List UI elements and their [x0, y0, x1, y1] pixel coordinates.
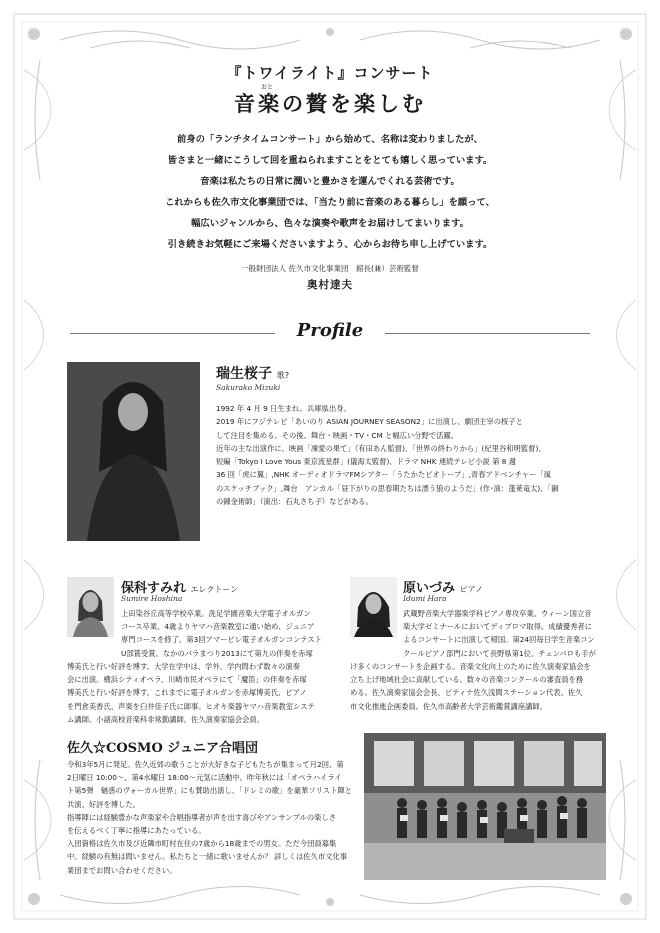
performer-role: ピアノ [459, 585, 483, 594]
bio-line: クールピアノ部門において長野県第1位。チェンバロも手が [403, 648, 596, 658]
bio-line: ト第5弾 魅惑のヴォーカル世界」にも賛助出演し、「ドレミの歌」を豪華ソリスト陣と [67, 786, 352, 796]
bio-line: 業団までお問い合わせください。 [67, 865, 177, 875]
group-photo-placeholder-icon [364, 733, 606, 880]
performer-bio [216, 402, 559, 508]
performer-name-english: Sakurako Mizuki [216, 383, 281, 392]
bio-line: 2日曜日 10:00～、第4水曜日 18:00～元気に活動中。昨年秋には「オペラハイライ [67, 773, 342, 783]
intro-line: 皆さまと一緒にこうして回を重ねられますことをとても嬉しく思っています。 [167, 155, 493, 166]
performer-name [216, 363, 289, 383]
intro-line: 音楽は私たちの日常に潤いと豊かさを運んでくれる芸術です。 [200, 176, 460, 187]
bio-line: U部賞受賞。なかのバラまつり2013にて第九の伴奏を赤塚 [121, 648, 313, 658]
intro-line: 幅広いジャンルから、色々な演奏や歌声をお届けしてまいります。 [191, 218, 469, 229]
bio-line: 共演、好評を博した。 [67, 799, 140, 809]
bio-line: 36 回「虎に翼」,NHK オーディオドラマFMシアター「うたかたピオトープ」,青春アドベンチャー「風 [216, 470, 551, 480]
bio-line: ム講師。小諸高校音楽科非常勤講師。佐久演奏家協会会員。 [67, 714, 265, 724]
portrait-placeholder-icon [67, 362, 200, 541]
bio-line: 短編「Tokyo I Love Yous 東京流星群」(儀海太監督)、ドラマ NHK 連続テレビ小説 第 8 週 [216, 457, 516, 467]
bio-line: 近年の主な出演作に、映画「凜愛の果て」（有田あん監督)、「世界の終わりから」(紀里谷和明監督)、 [216, 443, 546, 453]
concert-title: 『トワイライト』コンサート [226, 64, 434, 82]
bio-line: 博美氏と行い好評を博す。大学在学中は、学外、学内問わず数々の演奏 [67, 662, 300, 671]
bio-line: 上田染谷丘高等学校卒業。洗足学園音楽大学電子オルガン [121, 609, 311, 618]
performer-photo-sakurako [67, 362, 200, 541]
bio-line: よるコンサートに出演して帰国。第24回毎日学生音楽コン [403, 635, 595, 645]
bio-line: 博美氏と行い好評を博す。これまでに電子オルガンを赤塚博美氏、ピアノ [67, 688, 307, 698]
bio-line: 市文化推進企画委員。佐久市高齢者大学芸術鑑賞講座講師。 [350, 701, 548, 711]
performer-bio-continued [67, 660, 315, 726]
performer-photo-sumire [67, 577, 114, 637]
intro-message [60, 129, 600, 255]
performer-bio-continued [350, 660, 591, 713]
bio-line: 指導陣には経験豊かな声楽家や合唱指導者が声を出す喜びやアンサンブルの楽しさ [67, 812, 337, 822]
bio-line: コース卒業。4歳よりヤマハ音楽教室に通い始め、ジュニア [121, 622, 315, 632]
bio-line: 2019 年にフジテレビ「あいのり ASIAN JOURNEY SEASON2」に出演し、劇団主宰の桜子と [216, 417, 523, 427]
performer-name-english: Sumire Hoshina [121, 594, 183, 603]
performer-bio [403, 607, 596, 660]
performer-name-english: Idumi Hara [403, 594, 447, 603]
bio-line: 立ち上げ地域社会に貢献している。数々の音楽コンクールの審査員を務 [350, 675, 584, 685]
bio-line: して注目を集める。その後、舞台・映画・TV・CM と幅広い分野で活躍。 [216, 430, 459, 440]
choir-bio [67, 758, 352, 877]
bio-line: める。佐久演奏家協会会長、ピティナ佐久浅間ステーション代表、佐久 [350, 688, 583, 698]
concert-subtitle: 音楽の贅を楽しむ [234, 91, 426, 116]
bio-line: 専門コースを修了。第3回アマービレ電子オルガンコンテスト [121, 635, 322, 645]
choir-name: 佐久☆COSMO ジュニア合唱団 [67, 741, 259, 756]
performer-name-text: 瑞生桜子 [216, 366, 272, 382]
signature-organization: 一般財団法人 佐久市文化事業団 館長(兼）芸術監督 [241, 264, 419, 273]
bio-line: の錬金術師」（演出：石丸さち子）などがある。 [216, 497, 373, 507]
bio-line: 1992 年 4 月 9 日生まれ。兵庫県出身。 [216, 404, 351, 413]
subtitle-ruby: おと [261, 84, 274, 91]
choir-group-photo [364, 733, 606, 880]
bio-line: 令和3年5月に発足。佐久近郊の歌うことが大好きな子どもたちが集まって月2回、第 [67, 760, 344, 769]
bio-line: け多くのコンサートを企画する。音楽文化向上のために佐久演奏家協会を [350, 662, 591, 671]
intro-line: これからも佐久市文化事業団では、「当たり前に音楽のある暮らし」を願って、 [165, 197, 495, 208]
portrait-placeholder-icon [350, 577, 397, 637]
bio-line: 中。経験の有無は問いません。私たちと一緒に歌いませんか？ 詳しくは佐久市文化事 [67, 852, 348, 862]
bio-line: 会に出演。横浜シティオペラ、川崎市民オペラにて「魔笛」の伴奏を赤塚 [67, 675, 307, 685]
performer-role: 歌? [276, 371, 290, 380]
performer-bio [121, 607, 322, 660]
bio-line: 武蔵野音楽大学器楽学科ピアノ専攻卒業。ウィーン国立音 [403, 609, 592, 618]
profile-heading: Profile [296, 320, 364, 341]
bio-line: のスケッチブック」,舞台 アンカル「昼下がりの思春期たちは漂う狼のようだ」(作･演：蓬莱竜太)、「銅 [216, 483, 559, 493]
bio-line: を伝えるべく丁寧に指導にあたっている。 [67, 826, 206, 836]
performer-name-text: 保科すみれ [121, 581, 187, 596]
performer-role: エレクトーン [190, 585, 239, 594]
bio-line: 入団資格は佐久市及び近隣市町村在住の7歳から18歳までの男女。ただ今団員募集 [67, 839, 337, 849]
portrait-placeholder-icon [67, 577, 114, 637]
performer-photo-idumi [350, 577, 397, 637]
divider-right [385, 333, 590, 334]
signature-name: 奥村達夫 [307, 279, 353, 291]
bio-line: 楽大学ゼミナールにおいてディプロマ取得。成績優秀者に [403, 622, 592, 632]
bio-line: を門倉美香氏、声楽を臼井佳子氏に師事。ヒオキ楽器ヤマハ音楽教室システ [67, 701, 315, 711]
intro-line: 引き続きお気軽にご来場くださいますよう、心からお待ち申し上げています。 [167, 239, 493, 250]
intro-line: 前身の「ランチタイムコンサート」から始めて、名称は変わりましたが、 [177, 134, 483, 145]
performer-name-text: 原いづみ [403, 581, 456, 596]
